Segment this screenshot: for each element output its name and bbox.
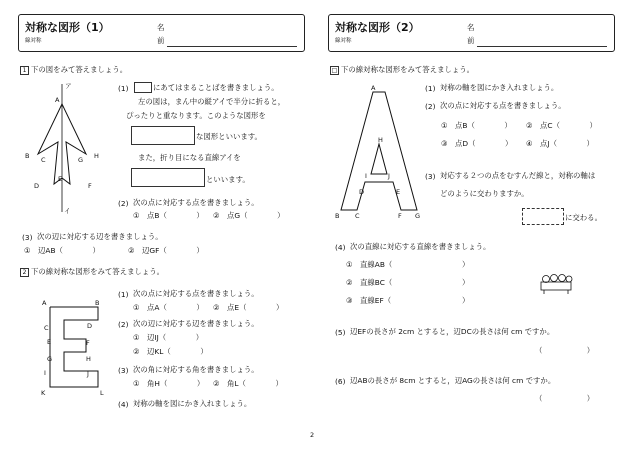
svg-text:A: A xyxy=(42,299,47,307)
s1-p1-num: (1) xyxy=(118,84,129,93)
svg-text:C: C xyxy=(355,212,360,220)
section2-heading: 下の線対称な図形をみて答えましょう。 xyxy=(31,267,165,276)
left-name-label2: 前 xyxy=(157,36,165,45)
r-p6-answer[interactable]: （ ） xyxy=(535,394,595,403)
svg-text:H: H xyxy=(86,355,91,363)
left-header xyxy=(18,14,305,52)
r-p1-text: 対称の軸を図にかき入れましょう。 xyxy=(440,83,559,92)
r-p1-num: (1) xyxy=(425,84,436,93)
page-number: 2 xyxy=(310,431,315,439)
left-title: 対称な図形（1） xyxy=(25,21,110,34)
r-p4-close-ef: ） xyxy=(462,296,470,305)
s1-p1-line2: 左の図は，まん中の縦アイで半分に折ると， xyxy=(138,97,286,106)
arrow-figure xyxy=(20,80,110,220)
svg-text:C: C xyxy=(44,324,49,332)
r-p2-num: (2) xyxy=(425,102,436,111)
r-p4-num: (4) xyxy=(335,243,346,252)
right-name-label: 名 xyxy=(467,23,475,32)
r-p3-line1: 対応する２つの点をむすんだ線と，対称の軸は xyxy=(440,171,596,180)
section1-heading: 下の図をみて答えましょう。 xyxy=(31,65,128,74)
s1-p3-answer-gf[interactable]: ② 辺GF（ ） xyxy=(128,246,204,255)
r-p2-answer-d[interactable]: ③ 点D（ ） xyxy=(441,139,513,148)
s2-p2-answer-ij[interactable]: ① 辺IJ（ ） xyxy=(133,333,204,342)
r-p2-answer-c[interactable]: ② 点C（ ） xyxy=(526,121,597,130)
s1-p2-answer-b[interactable]: ① 点B（ ） xyxy=(133,211,204,220)
svg-text:J: J xyxy=(87,370,89,378)
right-subtitle: 線対称 xyxy=(335,38,352,44)
left-name-line[interactable] xyxy=(167,46,297,47)
s2-p1-text: 次の点に対応する点を書きましょう。 xyxy=(133,289,259,298)
r-p4-close-ab: ） xyxy=(462,260,470,269)
r-p2-answer-j[interactable]: ④ 点J（ ） xyxy=(526,139,594,148)
svg-text:E: E xyxy=(47,338,52,346)
right-section-heading: 下の線対称な図形をみて答えましょう。 xyxy=(341,65,475,74)
s1-p1-line4: な図形といいます。 xyxy=(196,132,262,141)
left-subtitle: 線対称 xyxy=(25,38,42,44)
r-p3-num: (3) xyxy=(425,172,436,181)
r-p3-answer-suffix: に交わる。 xyxy=(565,213,602,222)
svg-text:D: D xyxy=(359,188,365,196)
r-p6-text: 辺ABの長さが 8cm とすると，辺AGの長さは何 cm ですか。 xyxy=(350,376,556,385)
svg-text:G: G xyxy=(78,156,84,164)
s2-p4-text: 対称の軸を図にかき入れましょう。 xyxy=(133,399,252,408)
svg-text:H: H xyxy=(94,152,99,160)
s1-p2-text: 次の点に対応する点を書きましょう。 xyxy=(133,198,259,207)
svg-text:I: I xyxy=(44,369,46,377)
s2-p1-answer-e[interactable]: ② 点E（ ） xyxy=(213,303,284,312)
right-header xyxy=(328,14,615,52)
svg-text:K: K xyxy=(41,389,46,397)
e-shape-figure xyxy=(38,297,108,397)
svg-text:C: C xyxy=(41,156,46,164)
r-p4-close-bc: ） xyxy=(462,278,470,287)
svg-text:D: D xyxy=(87,322,93,330)
svg-text:H: H xyxy=(378,136,383,144)
svg-text:B: B xyxy=(95,299,100,307)
s1-blank-figure-type[interactable] xyxy=(131,126,195,145)
r-p3-answer-box[interactable] xyxy=(522,208,564,225)
r-p6-num: (6) xyxy=(335,377,346,386)
s1-p3-answer-ab[interactable]: ① 辺AB（ ） xyxy=(24,246,100,255)
right-section-badge: □ xyxy=(331,67,338,74)
s1-blank-axis-name[interactable] xyxy=(131,168,205,187)
r-p4-text: 次の直線に対応する直線を書きましょう。 xyxy=(350,242,491,251)
children-illustration-icon xyxy=(538,272,574,294)
r-p5-text: 辺EFの長さが 2cm とすると，辺DCの長さは何 cm ですか。 xyxy=(350,327,555,336)
svg-text:F: F xyxy=(398,212,402,220)
s1-p1-line5: また，折り目になる直線アイを xyxy=(138,153,241,162)
r-p2-answer-b[interactable]: ① 点B（ ） xyxy=(441,121,512,130)
s2-p2-text: 次の辺に対応する辺を書きましょう。 xyxy=(133,319,259,328)
s1-p2-num: (2) xyxy=(118,199,129,208)
svg-text:ア: ア xyxy=(65,82,72,90)
s2-p4-num: (4) xyxy=(118,400,129,409)
svg-text:B: B xyxy=(335,212,340,220)
s2-p1-num: (1) xyxy=(118,290,129,299)
svg-text:イ: イ xyxy=(64,207,71,215)
svg-text:I: I xyxy=(365,172,367,180)
r-p2-text: 次の点に対応する点を書きましょう。 xyxy=(440,101,566,110)
right-title: 対称な図形（2） xyxy=(335,21,420,34)
svg-text:L: L xyxy=(100,389,104,397)
svg-text:B: B xyxy=(25,152,30,160)
s1-small-blank[interactable] xyxy=(134,82,152,93)
svg-text:G: G xyxy=(47,355,53,363)
section1-badge: 1 xyxy=(20,66,29,75)
svg-text:G: G xyxy=(415,212,421,220)
svg-text:F: F xyxy=(88,182,92,190)
s2-p3-text: 次の角に対応する角を書きましょう。 xyxy=(133,365,259,374)
r-p5-answer[interactable]: （ ） xyxy=(535,346,595,355)
s1-p1-line1: にあてはまることばを書きましょう。 xyxy=(153,83,279,92)
svg-text:D: D xyxy=(34,182,40,190)
s1-p1-line6: といいます。 xyxy=(206,175,250,184)
s1-p3-num: (3) xyxy=(22,233,33,242)
svg-text:E: E xyxy=(396,188,401,196)
s2-p3-answer-l[interactable]: ② 角L（ ） xyxy=(213,379,283,388)
r-p3-line2: どのように交わりますか。 xyxy=(440,189,529,198)
s1-p1-line3: ぴったりと重なります。このような図形を xyxy=(126,111,266,120)
svg-text:E: E xyxy=(58,175,63,183)
r-p5-num: (5) xyxy=(335,328,346,337)
left-name-label: 名 xyxy=(157,23,165,32)
s2-p1-answer-a[interactable]: ① 点A（ ） xyxy=(133,303,204,312)
svg-text:F: F xyxy=(86,339,90,347)
svg-text:J: J xyxy=(388,172,390,180)
s2-p3-num: (3) xyxy=(118,366,129,375)
right-name-line[interactable] xyxy=(477,46,607,47)
right-name-label2: 前 xyxy=(467,36,475,45)
r-p4-answer-bc[interactable]: ② 直線BC（ xyxy=(346,278,393,287)
s1-p2-answer-g[interactable]: ② 点G（ ） xyxy=(213,211,285,220)
s2-p2-answer-kl[interactable]: ② 辺KL（ ） xyxy=(133,347,208,356)
svg-text:A: A xyxy=(371,84,376,92)
s2-p2-num: (2) xyxy=(118,320,129,329)
r-p4-answer-ab[interactable]: ① 直線AB（ xyxy=(346,260,393,269)
svg-text:A: A xyxy=(55,96,60,104)
section2-badge: 2 xyxy=(20,268,29,277)
s2-p3-answer-h[interactable]: ① 角H（ ） xyxy=(133,379,205,388)
r-p4-answer-ef[interactable]: ③ 直線EF（ xyxy=(346,296,392,305)
s1-p3-text: 次の辺に対応する辺を書きましょう。 xyxy=(37,232,163,241)
letter-a-figure xyxy=(335,82,425,222)
